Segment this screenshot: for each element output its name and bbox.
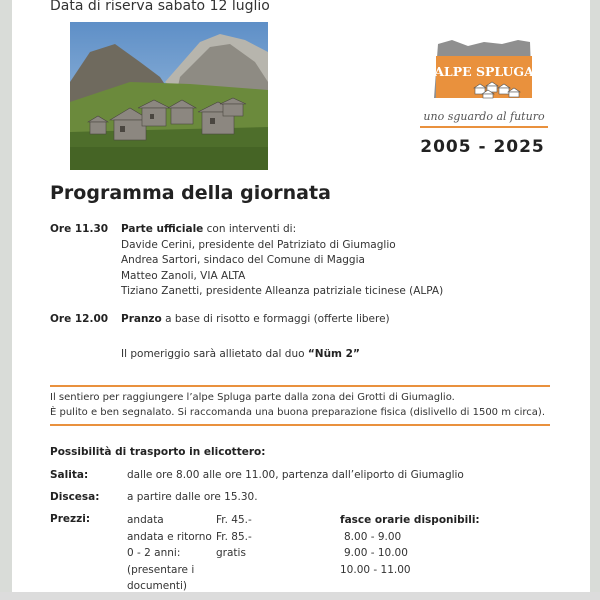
salita-text: dalle ore 8.00 alle ore 11.00, partenza dall’eliporto di Giumaglio <box>127 469 464 481</box>
afternoon-note: Il pomeriggio sarà allietato dal duo “Nüm 2” <box>121 348 360 360</box>
speaker-4: Tiziano Zanetti, presidente Alleanza patriziale ticinese (ALPA) <box>121 285 444 297</box>
program-item-1 <box>121 222 561 300</box>
speaker-1: Davide Cerini, presidente del Patriziato di Giumaglio <box>121 238 396 251</box>
trail-note-line-2: È pulito e ben segnalato. Si raccomanda una buona preparazione fisica (dislivello di 1500 m circa). <box>50 407 546 418</box>
alpine-huts-photo <box>70 22 268 170</box>
page-margin-bottom <box>0 592 600 600</box>
logo-years: 2005 - 2025 <box>420 137 545 157</box>
price-value-1: Fr. 45.- <box>216 514 252 526</box>
divider-bottom <box>50 424 550 426</box>
price-value-2: Fr. 85.- <box>216 530 252 543</box>
slot-2: 9.00 - 10.00 <box>344 547 408 559</box>
program-time-2: Ore 12.00 <box>50 313 109 325</box>
prices-note: (presentare i documenti) <box>127 563 195 592</box>
divider-top <box>50 385 550 387</box>
slot-3: 10.00 - 11.00 <box>340 563 411 576</box>
speaker-3: Matteo Zanoli, VIA ALTA <box>121 269 246 282</box>
slots-heading: fasce orarie disponibili: <box>340 514 480 526</box>
program-title: Programma della giornata <box>50 182 331 204</box>
price-label-1: andata <box>127 514 164 526</box>
trail-note <box>50 390 545 420</box>
price-label-2: andata e ritorno <box>127 530 212 543</box>
prezzi-label: Prezzi: <box>50 513 91 525</box>
price-value-3: gratis <box>216 547 246 559</box>
logo-name: ALPE SPLUGA <box>434 64 534 79</box>
reserve-date: Data di riserva sabato 12 luglio <box>50 0 270 14</box>
program-time-1: Ore 11.30 <box>50 223 109 235</box>
page-margin-right <box>590 0 600 600</box>
price-values <box>216 512 296 562</box>
transport-heading: Possibilità di trasporto in elicottero: <box>50 446 266 458</box>
speaker-2: Andrea Sartori, sindaco del Comune di Maggia <box>121 254 365 266</box>
price-labels <box>127 512 217 595</box>
logo-tagline: uno sguardo al futuro <box>423 110 545 123</box>
page-margin-left <box>0 0 12 600</box>
program-item-1-heading: Parte ufficiale con interventi di: <box>121 223 297 235</box>
discesa-text: a partire dalle ore 15.30. <box>127 491 258 503</box>
price-label-3: 0 - 2 anni: <box>127 547 181 559</box>
discesa-label: Discesa: <box>50 491 100 503</box>
program-item-2: Pranzo a base di risotto e formaggi (offerte libere) <box>121 313 390 325</box>
slot-1: 8.00 - 9.00 <box>344 530 402 543</box>
salita-label: Salita: <box>50 469 89 481</box>
trail-note-line-1: Il sentiero per raggiungere l’alpe Spluga parte dalla zona dei Grotti di Giumaglio. <box>50 392 455 403</box>
time-slots <box>340 512 540 578</box>
